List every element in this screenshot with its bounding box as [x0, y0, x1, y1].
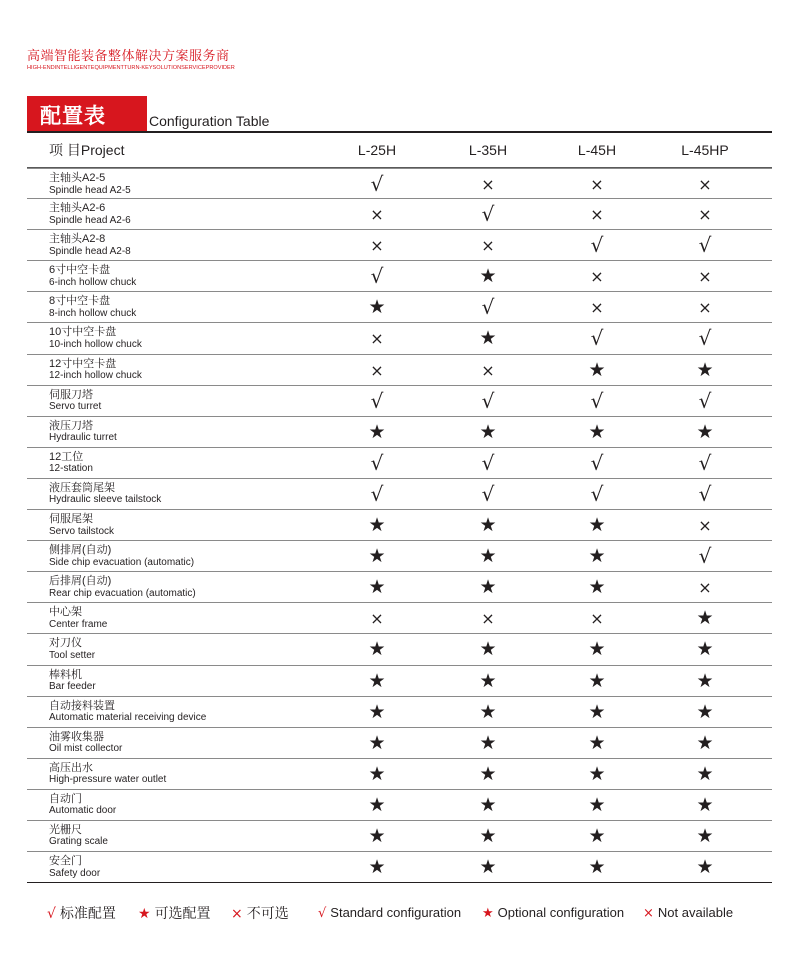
legend-en-optional — [482, 901, 624, 926]
page-title-cn: 配置表 — [40, 105, 106, 128]
item-name-cn: 6寸中空卡盘 — [49, 264, 111, 277]
star-icon: ★ — [368, 793, 386, 816]
item-name — [49, 762, 249, 787]
star-icon: ★ — [368, 731, 386, 754]
check-icon: √ — [698, 388, 712, 413]
item-name-en: Side chip evacuation (automatic) — [49, 556, 195, 568]
item-name — [49, 731, 249, 756]
star-icon: ★ — [696, 731, 714, 754]
check-icon: √ — [698, 326, 712, 351]
check-icon: √ — [370, 172, 384, 196]
item-name — [49, 793, 249, 818]
check-icon: √ — [698, 233, 712, 258]
item-name-cn: 伺服尾架 — [49, 513, 93, 526]
check-icon: √ — [698, 544, 712, 569]
item-name-en: Safety door — [49, 867, 101, 879]
item-name-en: 12-station — [49, 463, 93, 475]
item-name-en: Tool setter — [49, 649, 96, 661]
item-name — [49, 482, 249, 507]
star-icon: ★ — [368, 638, 386, 661]
header-model-l45hp: L-45HP — [681, 142, 729, 158]
star-icon: ★ — [588, 669, 606, 692]
cross-icon: × — [590, 175, 604, 194]
check-icon: √ — [370, 481, 384, 506]
star-icon: ★ — [479, 856, 497, 879]
star-icon: ★ — [479, 762, 497, 785]
star-icon: ★ — [696, 793, 714, 816]
item-name-en: Bar feeder — [49, 681, 96, 692]
star-icon: ★ — [479, 824, 497, 847]
check-icon: √ — [590, 450, 604, 475]
table-header — [27, 133, 772, 168]
item-name-cn: 光栅尺 — [49, 823, 82, 836]
item-name-en: Spindle head A2-8 — [49, 245, 131, 257]
star-icon: ★ — [368, 514, 386, 537]
item-name-en: Hydraulic turret — [49, 432, 117, 444]
cross-icon: × — [481, 360, 495, 380]
item-name — [49, 326, 249, 351]
header-project: 项 目Project — [49, 142, 125, 158]
item-name-cn: 伺服刀塔 — [49, 388, 93, 401]
star-icon: ★ — [588, 545, 606, 568]
item-name — [49, 358, 249, 383]
table-row — [27, 852, 772, 883]
item-name — [49, 575, 249, 600]
table-row — [27, 199, 772, 230]
star-icon: ★ — [479, 514, 497, 537]
item-name — [49, 855, 249, 880]
item-name-cn: 主轴头A2-8 — [49, 233, 106, 246]
star-icon: ★ — [368, 296, 386, 319]
item-name-en: High-pressure water outlet — [49, 774, 167, 786]
item-name — [49, 700, 249, 725]
legend-cn-unavailable — [231, 901, 289, 926]
table-row — [27, 230, 772, 261]
legend-label: Not available — [657, 905, 734, 920]
item-name-en: Servo turret — [49, 401, 102, 413]
item-name-cn: 液压刀塔 — [49, 419, 93, 432]
check-icon: √ — [590, 233, 604, 258]
legend-cn-optional — [138, 901, 211, 926]
cross-icon: × — [481, 609, 495, 629]
table-row — [27, 479, 772, 510]
cross-icon: × — [698, 267, 712, 287]
item-name — [49, 202, 249, 227]
check-icon: √ — [318, 906, 327, 921]
item-name-en: Spindle head A2-5 — [49, 184, 131, 196]
item-name-cn: 12寸中空卡盘 — [49, 357, 117, 370]
item-name-cn: 自动接料装置 — [49, 699, 115, 712]
star-icon: ★ — [588, 420, 606, 443]
item-name-en: 12-inch hollow chuck — [49, 370, 142, 382]
cross-icon: × — [370, 609, 384, 629]
item-name-en: 10-inch hollow chuck — [49, 338, 142, 350]
item-name-cn: 安全门 — [49, 855, 82, 868]
star-icon: ★ — [368, 420, 386, 443]
table-row — [27, 634, 772, 665]
legend-label: 可选配置 — [154, 905, 211, 921]
item-name — [49, 606, 249, 631]
item-name — [49, 295, 249, 320]
check-icon: √ — [481, 388, 495, 413]
table-row — [27, 323, 772, 354]
star-icon: ★ — [588, 731, 606, 754]
star-icon: ★ — [588, 358, 606, 381]
legend-label: Optional configuration — [497, 905, 625, 920]
check-icon: √ — [481, 481, 495, 506]
star-icon: ★ — [588, 762, 606, 785]
item-name-cn: 中心架 — [49, 606, 82, 619]
table-row — [27, 168, 772, 199]
star-icon: ★ — [696, 762, 714, 785]
item-name-cn: 侧排屑(自动) — [49, 544, 112, 557]
check-icon: √ — [698, 450, 712, 475]
star-icon: ★ — [368, 762, 386, 785]
cross-icon: × — [370, 236, 384, 256]
item-name-en: Automatic door — [49, 805, 117, 817]
brand-tagline — [27, 48, 235, 72]
cross-icon: × — [698, 298, 712, 318]
star-icon: ★ — [479, 265, 497, 288]
legend — [0, 901, 800, 925]
star-icon: ★ — [696, 856, 714, 879]
cross-icon: × — [698, 516, 712, 536]
legend-en-standard — [318, 901, 461, 926]
check-icon: √ — [481, 295, 495, 320]
cross-icon: × — [590, 267, 604, 287]
cross-icon: × — [370, 329, 384, 349]
item-name-cn: 对刀仪 — [49, 637, 82, 650]
item-name-en: Hydraulic sleeve tailstock — [49, 494, 162, 506]
table-row — [27, 603, 772, 634]
star-icon: ★ — [588, 793, 606, 816]
star-icon: ★ — [479, 576, 497, 599]
item-name — [49, 513, 249, 538]
table-body — [27, 168, 772, 883]
check-icon: √ — [698, 481, 712, 506]
item-name — [49, 389, 249, 414]
legend-label: Standard configuration — [330, 905, 462, 920]
item-name-cn: 12工位 — [49, 450, 84, 463]
cross-icon: × — [643, 906, 654, 921]
table-row — [27, 541, 772, 572]
item-name-cn: 后排屑(自动) — [49, 575, 112, 588]
item-name — [49, 824, 249, 849]
cross-icon: × — [590, 298, 604, 318]
cross-icon: × — [590, 609, 604, 629]
star-icon: ★ — [368, 824, 386, 847]
cross-icon: × — [370, 205, 384, 225]
item-name-cn: 8寸中空卡盘 — [49, 295, 111, 308]
star-icon: ★ — [368, 856, 386, 879]
item-name-en: Grating scale — [49, 836, 108, 848]
check-icon: √ — [590, 481, 604, 506]
page-title-en: Configuration Table — [149, 113, 270, 129]
table-row — [27, 386, 772, 417]
table-row — [27, 261, 772, 292]
item-name — [49, 172, 249, 197]
item-name-cn: 自动门 — [49, 792, 82, 805]
table-row — [27, 728, 772, 759]
star-icon: ★ — [696, 824, 714, 847]
star-icon: ★ — [588, 638, 606, 661]
item-name-en: Spindle head A2-6 — [49, 214, 131, 226]
header-model-l45h: L-45H — [577, 142, 617, 158]
star-icon: ★ — [479, 700, 497, 723]
title-badge — [27, 96, 147, 132]
cross-icon: × — [590, 205, 604, 225]
legend-cn-standard — [47, 901, 116, 926]
star-icon: ★ — [479, 545, 497, 568]
header-model-l35h: L-35H — [468, 142, 508, 158]
check-icon: √ — [370, 264, 384, 289]
table-row — [27, 292, 772, 323]
item-name-cn: 油雾收集器 — [49, 730, 104, 743]
table-row — [27, 666, 772, 697]
item-name-cn: 液压套筒尾架 — [49, 481, 115, 494]
item-name-en: Oil mist collector — [49, 743, 123, 755]
table-row — [27, 355, 772, 386]
item-name-en: Automatic material receiving device — [49, 712, 207, 724]
item-name — [49, 264, 249, 289]
legend-label: 不可选 — [246, 905, 289, 921]
item-name-en: Servo tailstock — [49, 525, 115, 537]
item-name — [49, 451, 249, 476]
star-icon: ★ — [479, 420, 497, 443]
table-row — [27, 417, 772, 448]
item-name-cn: 棒料机 — [49, 668, 82, 681]
cross-icon: × — [481, 175, 495, 194]
star-icon: ★ — [368, 545, 386, 568]
star-icon: ★ — [696, 638, 714, 661]
star-icon: ★ — [479, 731, 497, 754]
star-icon: ★ — [479, 793, 497, 816]
legend-label: 标准配置 — [59, 905, 116, 921]
star-icon: ★ — [368, 700, 386, 723]
check-icon: √ — [370, 450, 384, 475]
star-icon: ★ — [479, 638, 497, 661]
table-row — [27, 448, 772, 479]
star-icon: ★ — [696, 669, 714, 692]
table-row — [27, 697, 772, 728]
item-name — [49, 233, 249, 258]
item-name-cn: 高压出水 — [49, 761, 93, 774]
cross-icon: × — [698, 175, 712, 194]
item-name-en: 6-inch hollow chuck — [49, 276, 137, 288]
star-icon: ★ — [138, 906, 151, 922]
star-icon: ★ — [696, 607, 714, 630]
item-name-cn: 主轴头A2-6 — [49, 202, 106, 215]
check-icon: √ — [481, 202, 495, 227]
cross-icon: × — [370, 360, 384, 380]
star-icon: ★ — [479, 327, 497, 350]
table-row — [27, 821, 772, 852]
check-icon: √ — [47, 906, 56, 922]
item-name-en: 8-inch hollow chuck — [49, 307, 137, 319]
brand-tagline-cn: 高端智能装备整体解决方案服务商 — [27, 48, 230, 63]
item-name-en: Center frame — [49, 618, 108, 630]
star-icon: ★ — [696, 420, 714, 443]
cross-icon: × — [231, 906, 243, 922]
table-row — [27, 572, 772, 603]
table-row — [27, 510, 772, 541]
table-row — [27, 759, 772, 790]
brand-tagline-en: HIGH-ENDINTELLIGENTEQUIPMENTTURN-KEYSOLUTIONSERVICEPROVIDER — [27, 65, 235, 71]
star-icon: ★ — [588, 856, 606, 879]
star-icon: ★ — [696, 358, 714, 381]
cross-icon: × — [698, 578, 712, 598]
star-icon: ★ — [482, 906, 494, 921]
item-name — [49, 420, 249, 445]
star-icon: ★ — [479, 669, 497, 692]
star-icon: ★ — [588, 700, 606, 723]
star-icon: ★ — [368, 576, 386, 599]
star-icon: ★ — [368, 669, 386, 692]
item-name — [49, 544, 249, 569]
star-icon: ★ — [588, 824, 606, 847]
star-icon: ★ — [588, 514, 606, 537]
star-icon: ★ — [588, 576, 606, 599]
item-name — [49, 669, 249, 694]
configuration-table — [27, 133, 772, 883]
header-model-l25h: L-25H — [357, 142, 397, 158]
item-name-cn: 主轴头A2-5 — [49, 172, 106, 184]
check-icon: √ — [370, 388, 384, 413]
cross-icon: × — [698, 205, 712, 225]
legend-en-unavailable — [643, 901, 733, 926]
check-icon: √ — [590, 326, 604, 351]
check-icon: √ — [481, 450, 495, 475]
item-name-en: Rear chip evacuation (automatic) — [49, 587, 196, 599]
star-icon: ★ — [696, 700, 714, 723]
item-name — [49, 637, 249, 662]
item-name-cn: 10寸中空卡盘 — [49, 326, 117, 339]
cross-icon: × — [481, 236, 495, 256]
check-icon: √ — [590, 388, 604, 413]
table-row — [27, 790, 772, 821]
